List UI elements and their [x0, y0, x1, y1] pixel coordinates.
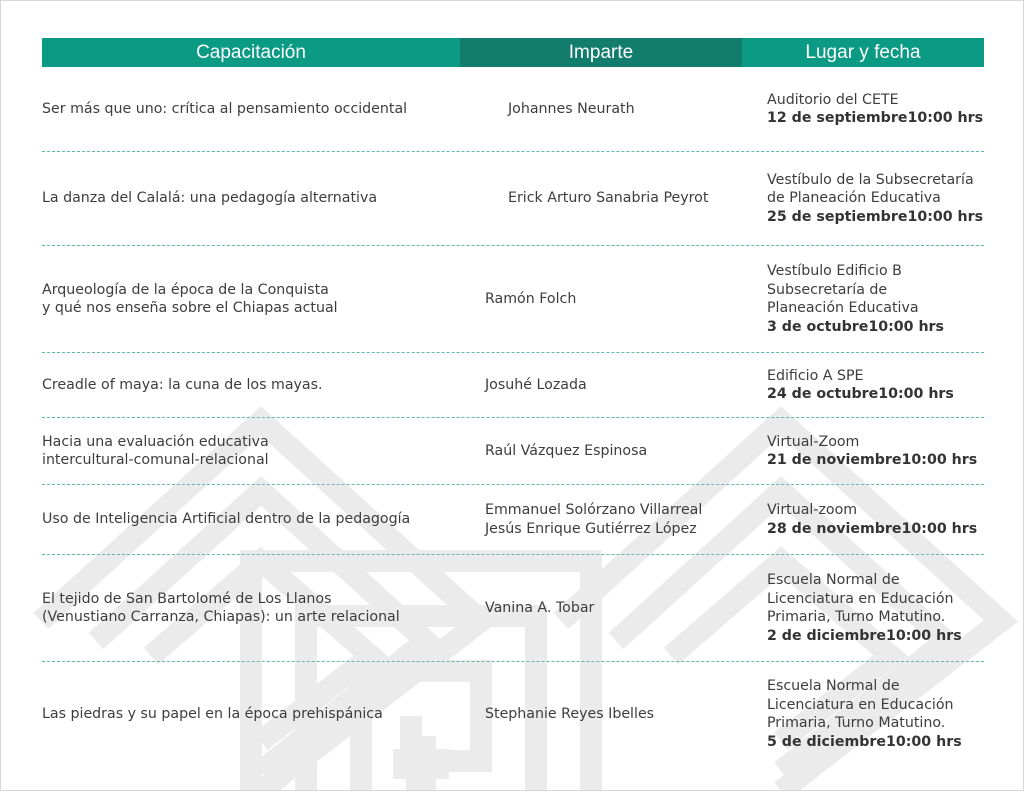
capacitacion-line: El tejido de San Bartolomé de Los Llanos	[42, 590, 332, 607]
imparte-cell	[485, 353, 755, 417]
table-header	[42, 38, 984, 67]
capacitacion-cell	[42, 353, 472, 417]
lugar-fecha-cell	[767, 555, 984, 661]
imparte-cell	[485, 246, 755, 352]
fecha-line: 12 de septiembre10:00 hrs	[767, 110, 984, 126]
table-row	[42, 418, 984, 485]
lugar-line: Subsecretaría de	[767, 281, 888, 298]
lugar-line: de Planeación Educativa	[767, 190, 941, 207]
lugar-fecha-cell	[767, 353, 984, 417]
lugar-fecha-cell	[767, 67, 984, 151]
table-row	[42, 67, 984, 152]
fecha-line: 2 de diciembre10:00 hrs	[767, 627, 962, 644]
capacitacion-line: intercultural-comunal-relacional	[42, 452, 269, 468]
capacitacion-line: (Venustiano Carranza, Chiapas): un arte relacional	[42, 609, 400, 625]
capacitacion-line: y qué nos enseña sobre el Chiapas actual	[42, 300, 338, 316]
lugar-line: Licenciatura en Educación	[767, 696, 954, 713]
lugar-line: Virtual-zoom	[767, 502, 858, 518]
capacitacion-line: Creadle of maya: la cuna de los mayas.	[42, 376, 323, 393]
capacitacion-cell	[42, 67, 472, 151]
imparte-cell	[485, 662, 755, 766]
imparte-cell	[508, 152, 778, 245]
capacitacion-line: Las piedras y su papel en la época prehispánica	[42, 705, 383, 722]
lugar-fecha-cell	[767, 662, 984, 766]
imparte-line: Raúl Vázquez Espinosa	[485, 442, 648, 459]
imparte-cell	[508, 67, 778, 151]
imparte-line: Ramón Folch	[485, 290, 577, 307]
fecha-line: 28 de noviembre10:00 hrs	[767, 520, 978, 537]
lugar-line: Vestíbulo Edificio B	[767, 263, 902, 279]
lugar-line: Escuela Normal de	[767, 572, 900, 588]
capacitacion-line: La danza del Calalá: una pedagogía alternativa	[42, 190, 378, 207]
table-row	[42, 246, 984, 353]
capacitacion-line: Hacia una evaluación educativa	[42, 433, 269, 450]
fecha-line: 25 de septiembre10:00 hrs	[767, 208, 984, 225]
imparte-line: Jesús Enrique Gutiérrez López	[485, 520, 697, 537]
table-row	[42, 353, 984, 418]
lugar-line: Planeación Educativa	[767, 300, 919, 316]
fecha-line: 3 de octubre10:00 hrs	[767, 318, 944, 335]
capacitacion-cell	[42, 246, 472, 352]
lugar-line: Primaria, Turno Matutino.	[767, 715, 946, 731]
lugar-line: Virtual-Zoom	[767, 433, 860, 450]
header-capacitacion: Capacitación	[42, 38, 460, 67]
imparte-line: Stephanie Reyes Ibelles	[485, 705, 655, 722]
capacitacion-cell	[42, 152, 472, 245]
lugar-fecha-cell	[767, 246, 984, 352]
imparte-line: Emmanuel Solórzano Villarreal	[485, 502, 703, 518]
table-row	[42, 662, 984, 766]
capacitacion-cell	[42, 418, 472, 484]
lugar-fecha-cell	[767, 418, 984, 484]
imparte-line: Josuhé Lozada	[485, 376, 587, 393]
capacitacion-cell	[42, 485, 472, 554]
capacitacion-line: Ser más que uno: crítica al pensamiento occidental	[42, 100, 408, 117]
imparte-cell	[485, 555, 755, 661]
capacitacion-line: Uso de Inteligencia Artificial dentro de la pedagogía	[42, 511, 411, 528]
imparte-line: Erick Arturo Sanabria Peyrot	[508, 190, 709, 207]
table-row	[42, 152, 984, 246]
header-lugar-fecha: Lugar y fecha	[742, 38, 984, 67]
fecha-line: 21 de noviembre10:00 hrs	[767, 452, 978, 468]
fecha-line: 5 de diciembre10:00 hrs	[767, 733, 962, 750]
lugar-line: Primaria, Turno Matutino.	[767, 609, 946, 625]
table-row	[42, 555, 984, 662]
capacitacion-line: Arqueología de la época de la Conquista	[42, 281, 329, 298]
imparte-cell	[485, 418, 755, 484]
capacitacion-cell	[42, 662, 472, 766]
lugar-fecha-cell	[767, 485, 984, 554]
schedule-table-body	[42, 67, 984, 766]
lugar-line: Edificio A SPE	[767, 367, 864, 384]
lugar-line: Vestíbulo de la Subsecretaría	[767, 171, 974, 188]
table-row	[42, 485, 984, 555]
imparte-line: Vanina A. Tobar	[485, 599, 595, 616]
lugar-fecha-cell	[767, 152, 984, 245]
lugar-line: Licenciatura en Educación	[767, 590, 954, 607]
lugar-line: Auditorio del CETE	[767, 91, 899, 108]
capacitacion-cell	[42, 555, 472, 661]
header-imparte: Imparte	[460, 38, 742, 67]
imparte-cell	[485, 485, 755, 554]
fecha-line: 24 de octubre10:00 hrs	[767, 386, 954, 402]
imparte-line: Johannes Neurath	[508, 100, 635, 117]
lugar-line: Escuela Normal de	[767, 678, 900, 694]
